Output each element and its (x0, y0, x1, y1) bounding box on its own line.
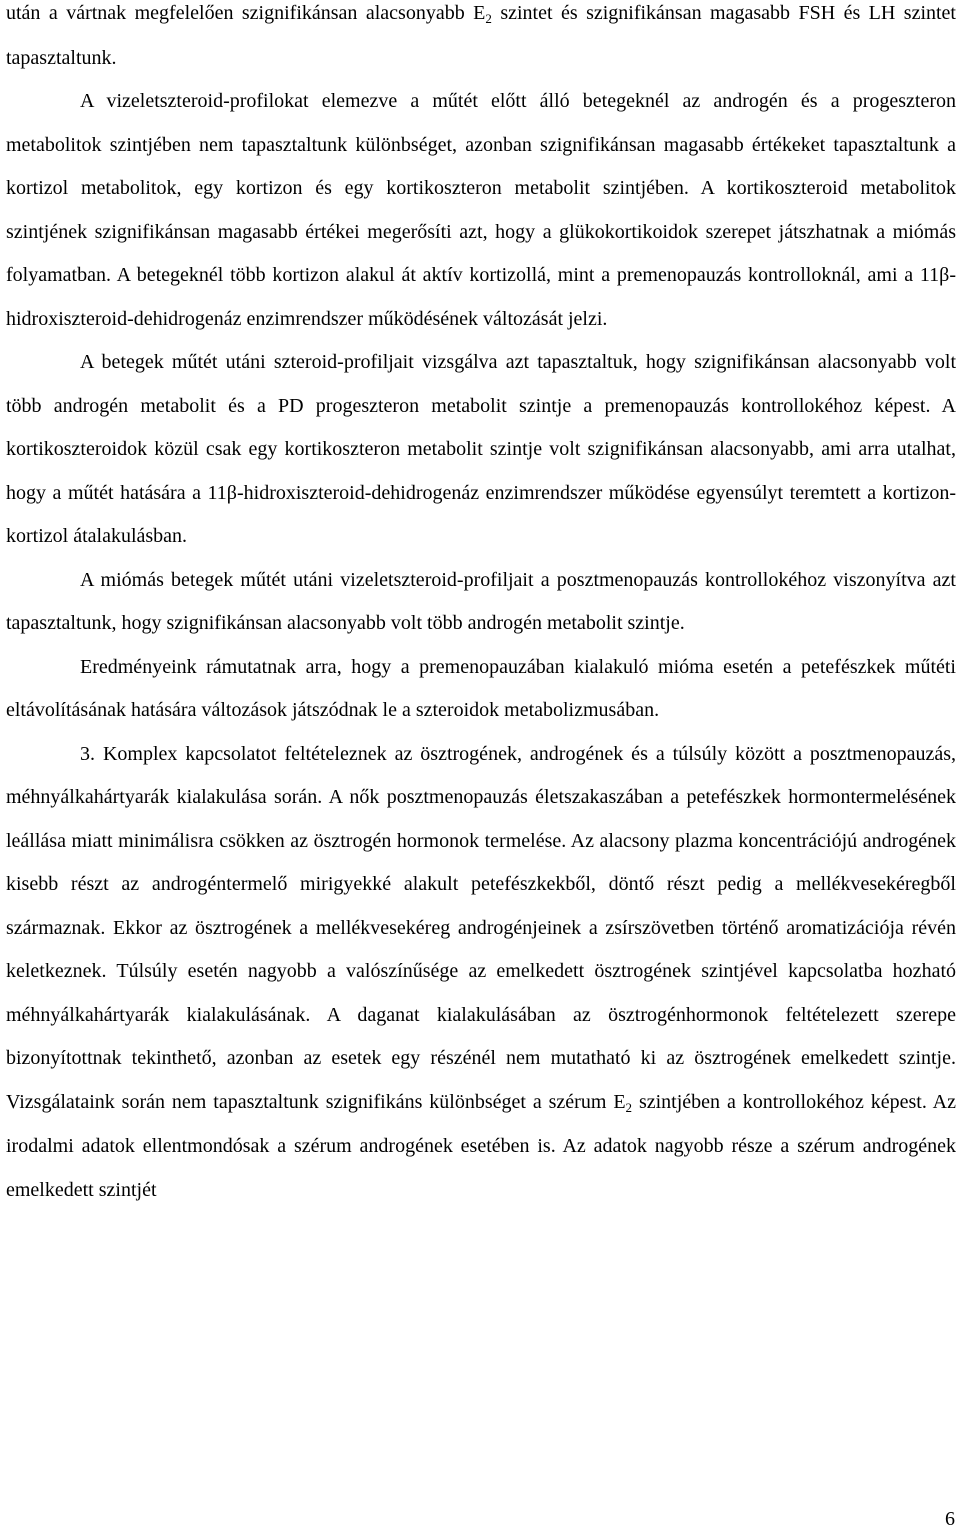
page-number: 6 (945, 1508, 955, 1530)
text-run: 3. Komplex kapcsolatot feltételeznek az ösztrogének, androgének és a túlsúly között a posztmenopauzás, méhnyálkahártyarák kialakulása során. A nők posztmenopauzás életszakaszában a petefészkek hormontermelésének leállása miatt minimálisra csökken az ösztrogén hormonok termelése. Az alacsony plazma koncentrációjú androgének kisebb részt az androgéntermelő mirigyekké alakult petefészkekből, döntő részt pedig a mellékvesekéregből származnak. Ekkor az ösztrogének a mellékvesekéreg androgénjeinek a zsírszövetben történő aromatizációja révén keletkeznek. Túlsúly esetén nagyobb a valószínűsége az emelkedett ösztrogének szintjével kapcsolatba hozható méhnyálkahártyarák kialakulásának. A daganat kialakulásában az ösztrogénhormonok feltételezett szerepe bizonyítottnak tekinthető, azonban az esetek egy részénél nem mutatható ki az ösztrogének emelkedett szintje. Vizsgálataink során nem tapasztaltunk szignifikáns különbséget a szérum E (6, 742, 956, 1113)
document-page (6, 0, 956, 1212)
text-run: A betegek műtét utáni szteroid-profiljait vizsgálva azt tapasztaltuk, hogy szignifikánsan alacsonyabb volt több androgén metabolit és a PD progeszteron metabolit szintje a premenopauzás kontrollokéhoz képest. A kortikoszteroidok közül csak egy kortikoszteron metabolit szintje volt szignifikánsan alacsonyabb, ami arra utalhat, hogy a műtét hatására a 11β-hidroxiszteroid-dehidrogenáz enzimrendszer működése egyensúlyt teremtett a kortizon-kortizol átalakulásban. (6, 351, 956, 547)
text-run: szintjében a kontrollokéhoz képest. Az irodalmi adatok ellentmondósak a szérum androgének esetében is. Az adatok nagyobb része a szérum androgének emelkedett szintjét (6, 1090, 956, 1201)
paragraph (6, 0, 956, 80)
text-run: Eredményeink rámutatnak arra, hogy a premenopauzában kialakuló mióma esetén a petefészkek műtéti eltávolításának hatására változások játszódnak le a szteroidok metabolizmusában. (6, 655, 956, 721)
body-text (6, 0, 956, 1212)
paragraph (6, 646, 956, 733)
paragraph (6, 559, 956, 646)
subscript-text: 2 (485, 11, 492, 26)
text-run: A vizeletszteroid-profilokat elemezve a műtét előtt álló betegeknél az androgén és a progeszteron metabolitok szintjében nem tapasztaltunk különbséget, azonban szignifikánsan magasabb értékeket tapasztaltunk a kortizol metabolitok, egy kortizon és egy kortikoszteron metabolit szintjében. A kortikoszteroid metabolitok szintjének szignifikánsan magasabb értékei megerősíti azt, hogy a glükokortikoidok szerepet játszhatnak a miómás folyamatban. A betegeknél több kortizon alakul át aktív kortizollá, mint a premenopauzás kontrolloknál, ami a 11β-hidroxiszteroid-dehidrogenáz enzimrendszer működésének változását jelzi. (6, 90, 956, 330)
subscript-text: 2 (625, 1099, 633, 1115)
text-run: szintet és szignifikánsan magasabb FSH és LH szintet tapasztaltunk. (6, 2, 956, 69)
text-run: A miómás betegek műtét utáni vizeletszteroid-profiljait a posztmenopauzás kontrollokéhoz viszonyítva azt tapasztaltunk, hogy szignifikánsan alacsonyabb volt több androgén metabolit szintje. (6, 568, 956, 634)
paragraph (6, 341, 956, 559)
text-run: után a vártnak megfelelően szignifikánsan alacsonyabb E (6, 2, 486, 24)
paragraph (6, 80, 956, 341)
paragraph (6, 733, 956, 1213)
